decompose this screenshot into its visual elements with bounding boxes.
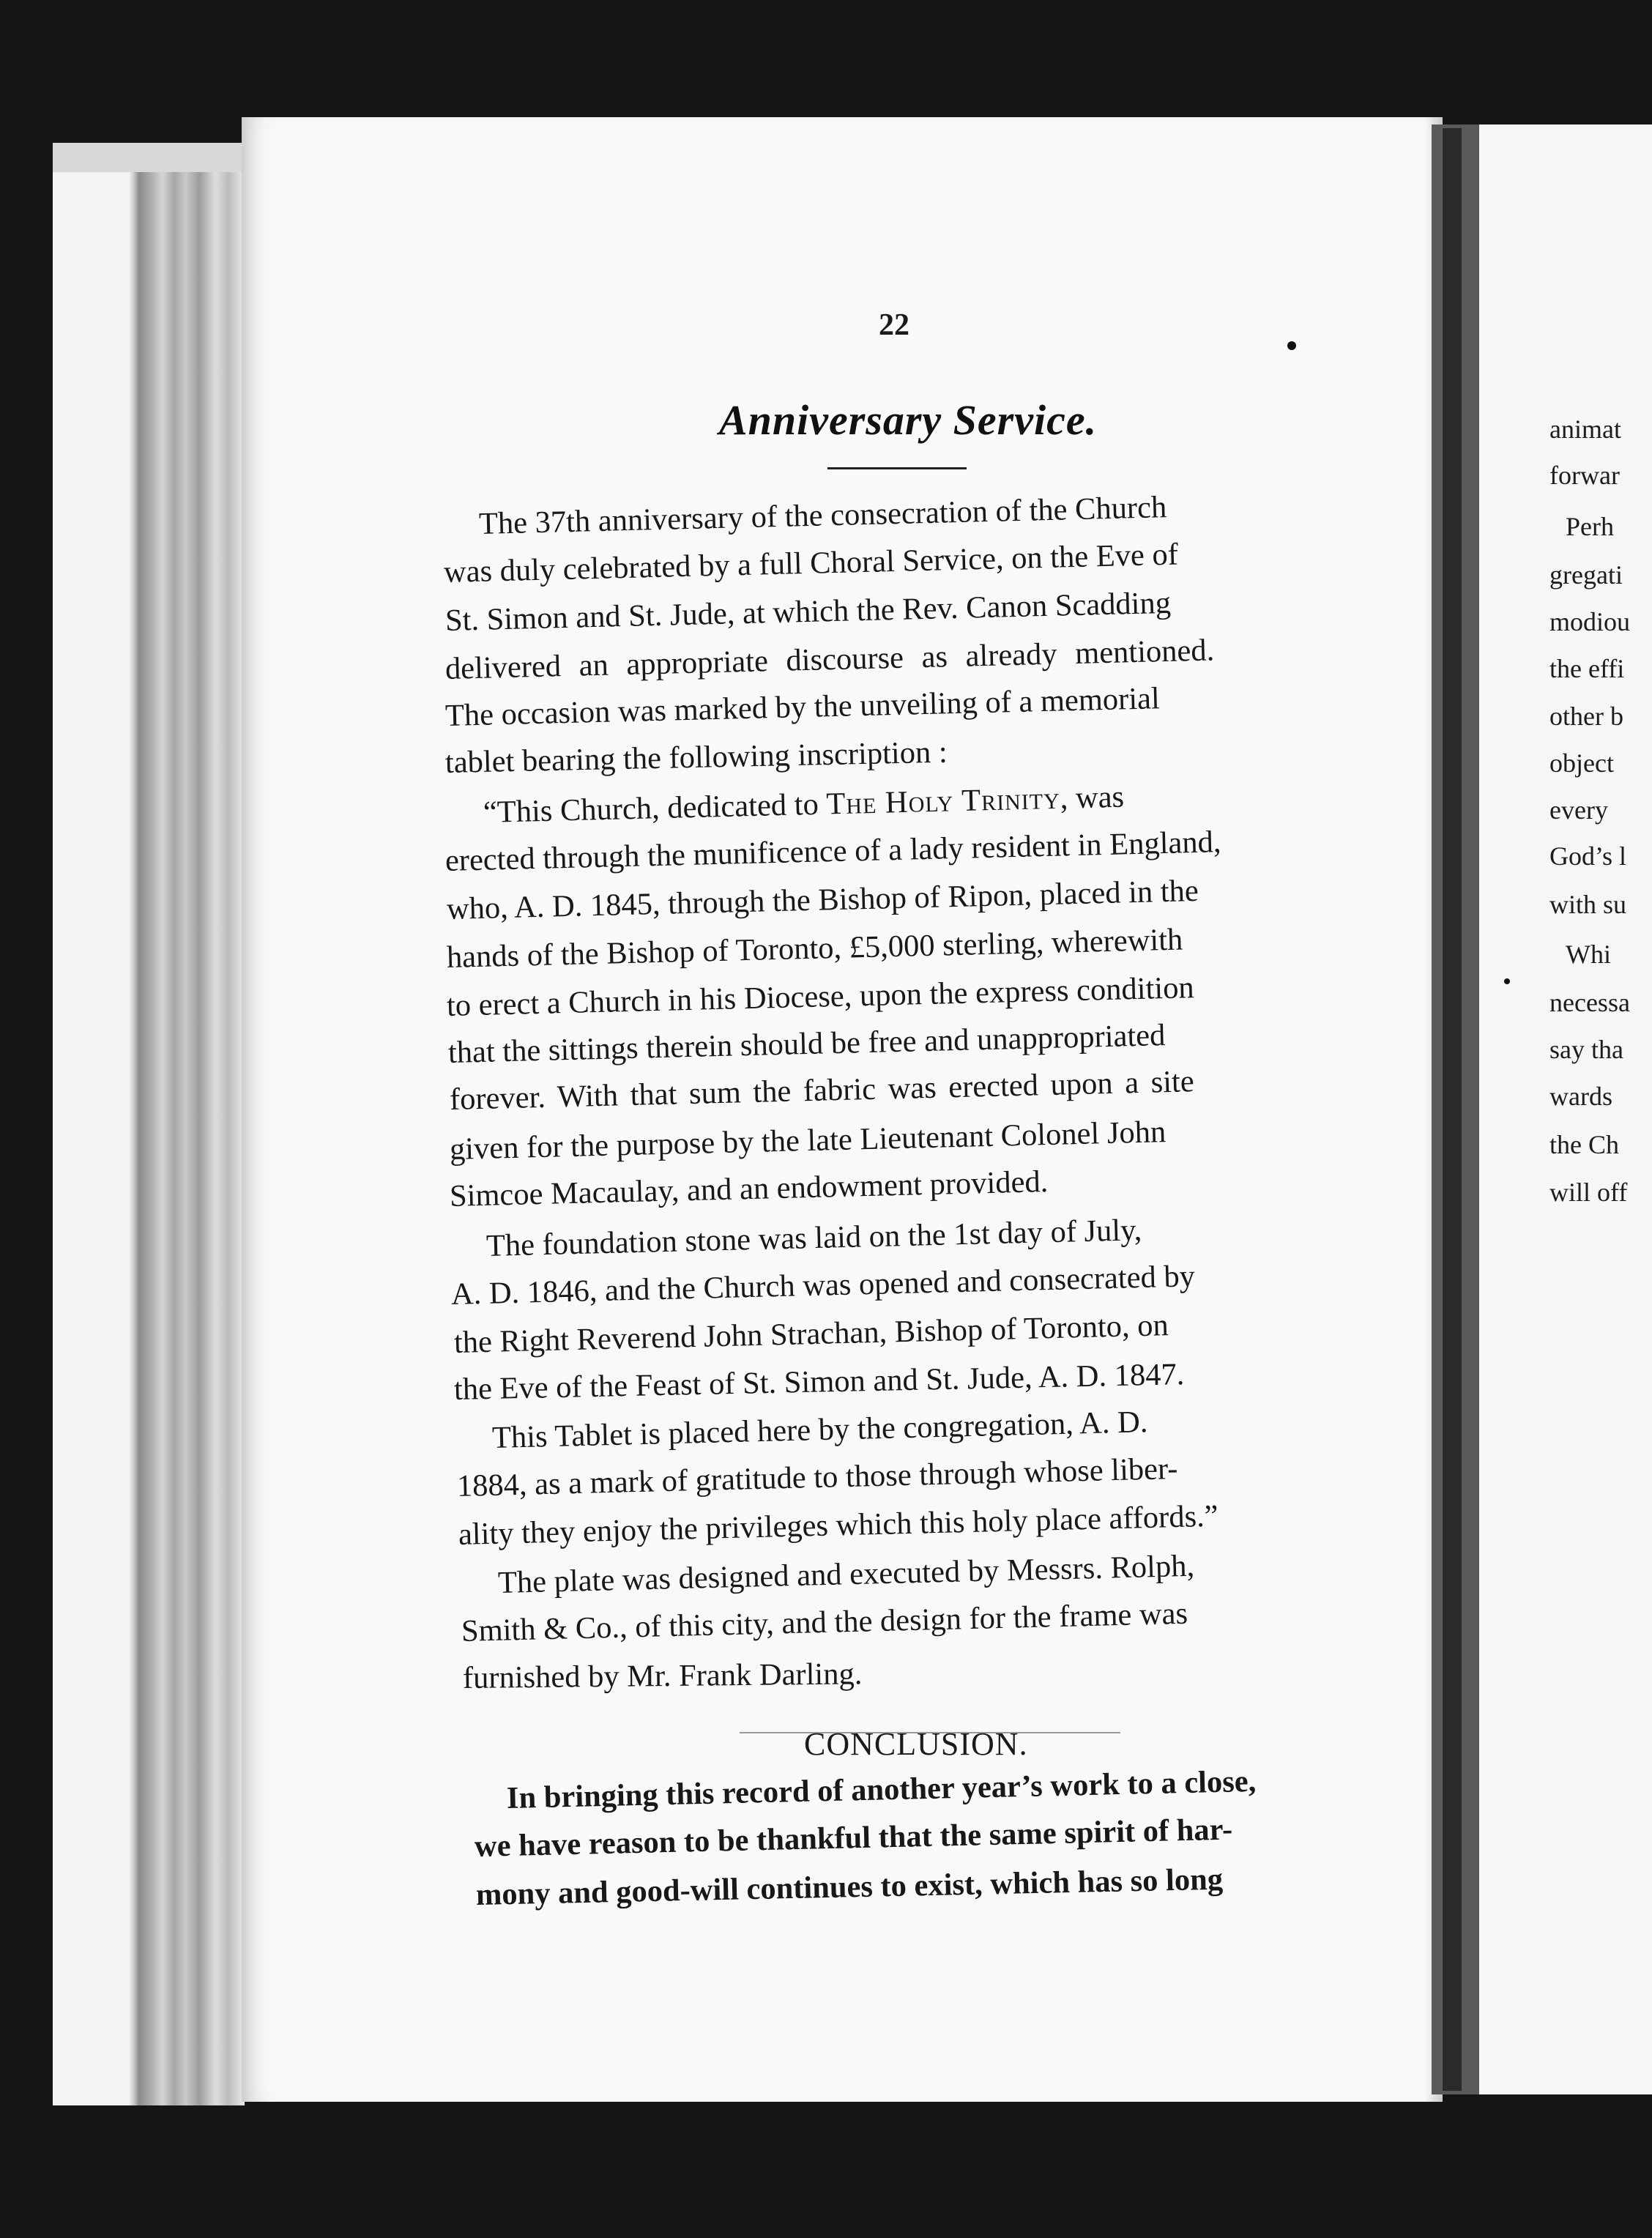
body-line: forever. With that sum the fabric was erected upon a site xyxy=(449,1064,1195,1117)
conclusion-line: In bringing this record of another year’s work to a close, xyxy=(506,1763,1257,1815)
body-line: the Eve of the Feast of St. Simon and St. Jude, A. D. 1847. xyxy=(453,1357,1185,1407)
right-page-line: modiou xyxy=(1549,607,1631,636)
right-page-line: Whi xyxy=(1566,940,1611,969)
inscription-open: “This Church, dedicated to xyxy=(483,787,819,830)
ink-dot xyxy=(1287,341,1296,350)
right-page-line: necessa xyxy=(1549,988,1630,1017)
body-line: ality they enjoy the privileges which this holy place affords.” xyxy=(458,1498,1219,1552)
page-number: 22 xyxy=(879,308,909,342)
body-line: was duly celebrated by a full Choral Service, on the Eve of xyxy=(443,537,1179,590)
right-page-line: the effi xyxy=(1549,654,1625,683)
right-page xyxy=(1479,124,1652,2094)
title-rule xyxy=(827,467,967,469)
ink-dot xyxy=(1504,978,1510,984)
right-page-line: gregati xyxy=(1549,560,1623,590)
inscription-was: , was xyxy=(1060,779,1125,816)
body-line: tablet bearing the following inscription : xyxy=(444,735,948,780)
body-line: A. D. 1846, and the Church was opened and consecrated by xyxy=(450,1259,1196,1312)
right-page-line: animat xyxy=(1549,414,1621,444)
right-page-line: wards xyxy=(1549,1082,1612,1111)
body-line: erected through the munificence of a lady resident in England, xyxy=(444,825,1221,878)
body-line: Simcoe Macaulay, and an endowment provided. xyxy=(449,1164,1049,1213)
right-page-line: every xyxy=(1549,795,1608,825)
body-line: hands of the Bishop of Toronto, £5,000 sterling, wherewith xyxy=(446,922,1183,975)
conclusion-heading: CONCLUSION. xyxy=(804,1726,1028,1762)
page-edges xyxy=(53,143,245,2105)
conclusion-line: we have reason to be thankful that the same spirit of har- xyxy=(474,1812,1233,1864)
right-page-line: object xyxy=(1549,748,1614,778)
body-line: to erect a Church in his Diocese, upon the express condition xyxy=(446,970,1195,1023)
page-edges-top xyxy=(53,143,245,172)
body-line: The foundation stone was laid on the 1st day of July, xyxy=(485,1213,1142,1263)
body-line: that the sittings therein should be free and unappropriated xyxy=(447,1018,1166,1070)
body-line: Smith & Co., of this city, and the design for the frame was xyxy=(461,1596,1188,1648)
body-line: St. Simon and St. Jude, at which the Rev. Canon Scadding xyxy=(444,585,1172,638)
inscription-dedication: The Holy Trinity xyxy=(825,781,1061,822)
body-line: The occasion was marked by the unveiling of a memorial xyxy=(444,681,1161,733)
body-line: delivered an appropriate discourse as already mentioned. xyxy=(444,633,1215,686)
conclusion-line: mony and good-will continues to exist, which has so long xyxy=(475,1862,1224,1912)
body-line: given for the purpose by the late Lieutenant Colonel John xyxy=(449,1115,1167,1167)
right-page-line: with su xyxy=(1549,890,1627,919)
section-title: Anniversary Service. xyxy=(718,396,1098,444)
body-line: the Right Reverend John Strachan, Bishop of Toronto, on xyxy=(453,1308,1169,1360)
body-line: 1884, as a mark of gratitude to those through whose liber- xyxy=(456,1451,1178,1503)
right-page-line: the Ch xyxy=(1549,1130,1619,1159)
body-line: furnished by Mr. Frank Darling. xyxy=(462,1657,863,1695)
right-page-line: other b xyxy=(1549,702,1623,731)
body-line: The 37th anniversary of the consecration of the Church xyxy=(478,490,1167,541)
body-line: who, A. D. 1845, through the Bishop of Ripon, placed in the xyxy=(446,873,1199,926)
right-page-line: will off xyxy=(1549,1178,1628,1207)
book-spine-shadow xyxy=(1443,128,1462,2091)
body-line: The plate was designed and executed by Messrs. Rolph, xyxy=(497,1548,1195,1600)
right-page-line: forwar xyxy=(1549,461,1620,490)
right-page-line: God’s l xyxy=(1549,841,1627,871)
body-line: This Tablet is placed here by the congregation, A. D. xyxy=(491,1405,1148,1455)
right-page-line: Perh xyxy=(1566,512,1614,541)
right-page-line: say tha xyxy=(1549,1035,1623,1064)
